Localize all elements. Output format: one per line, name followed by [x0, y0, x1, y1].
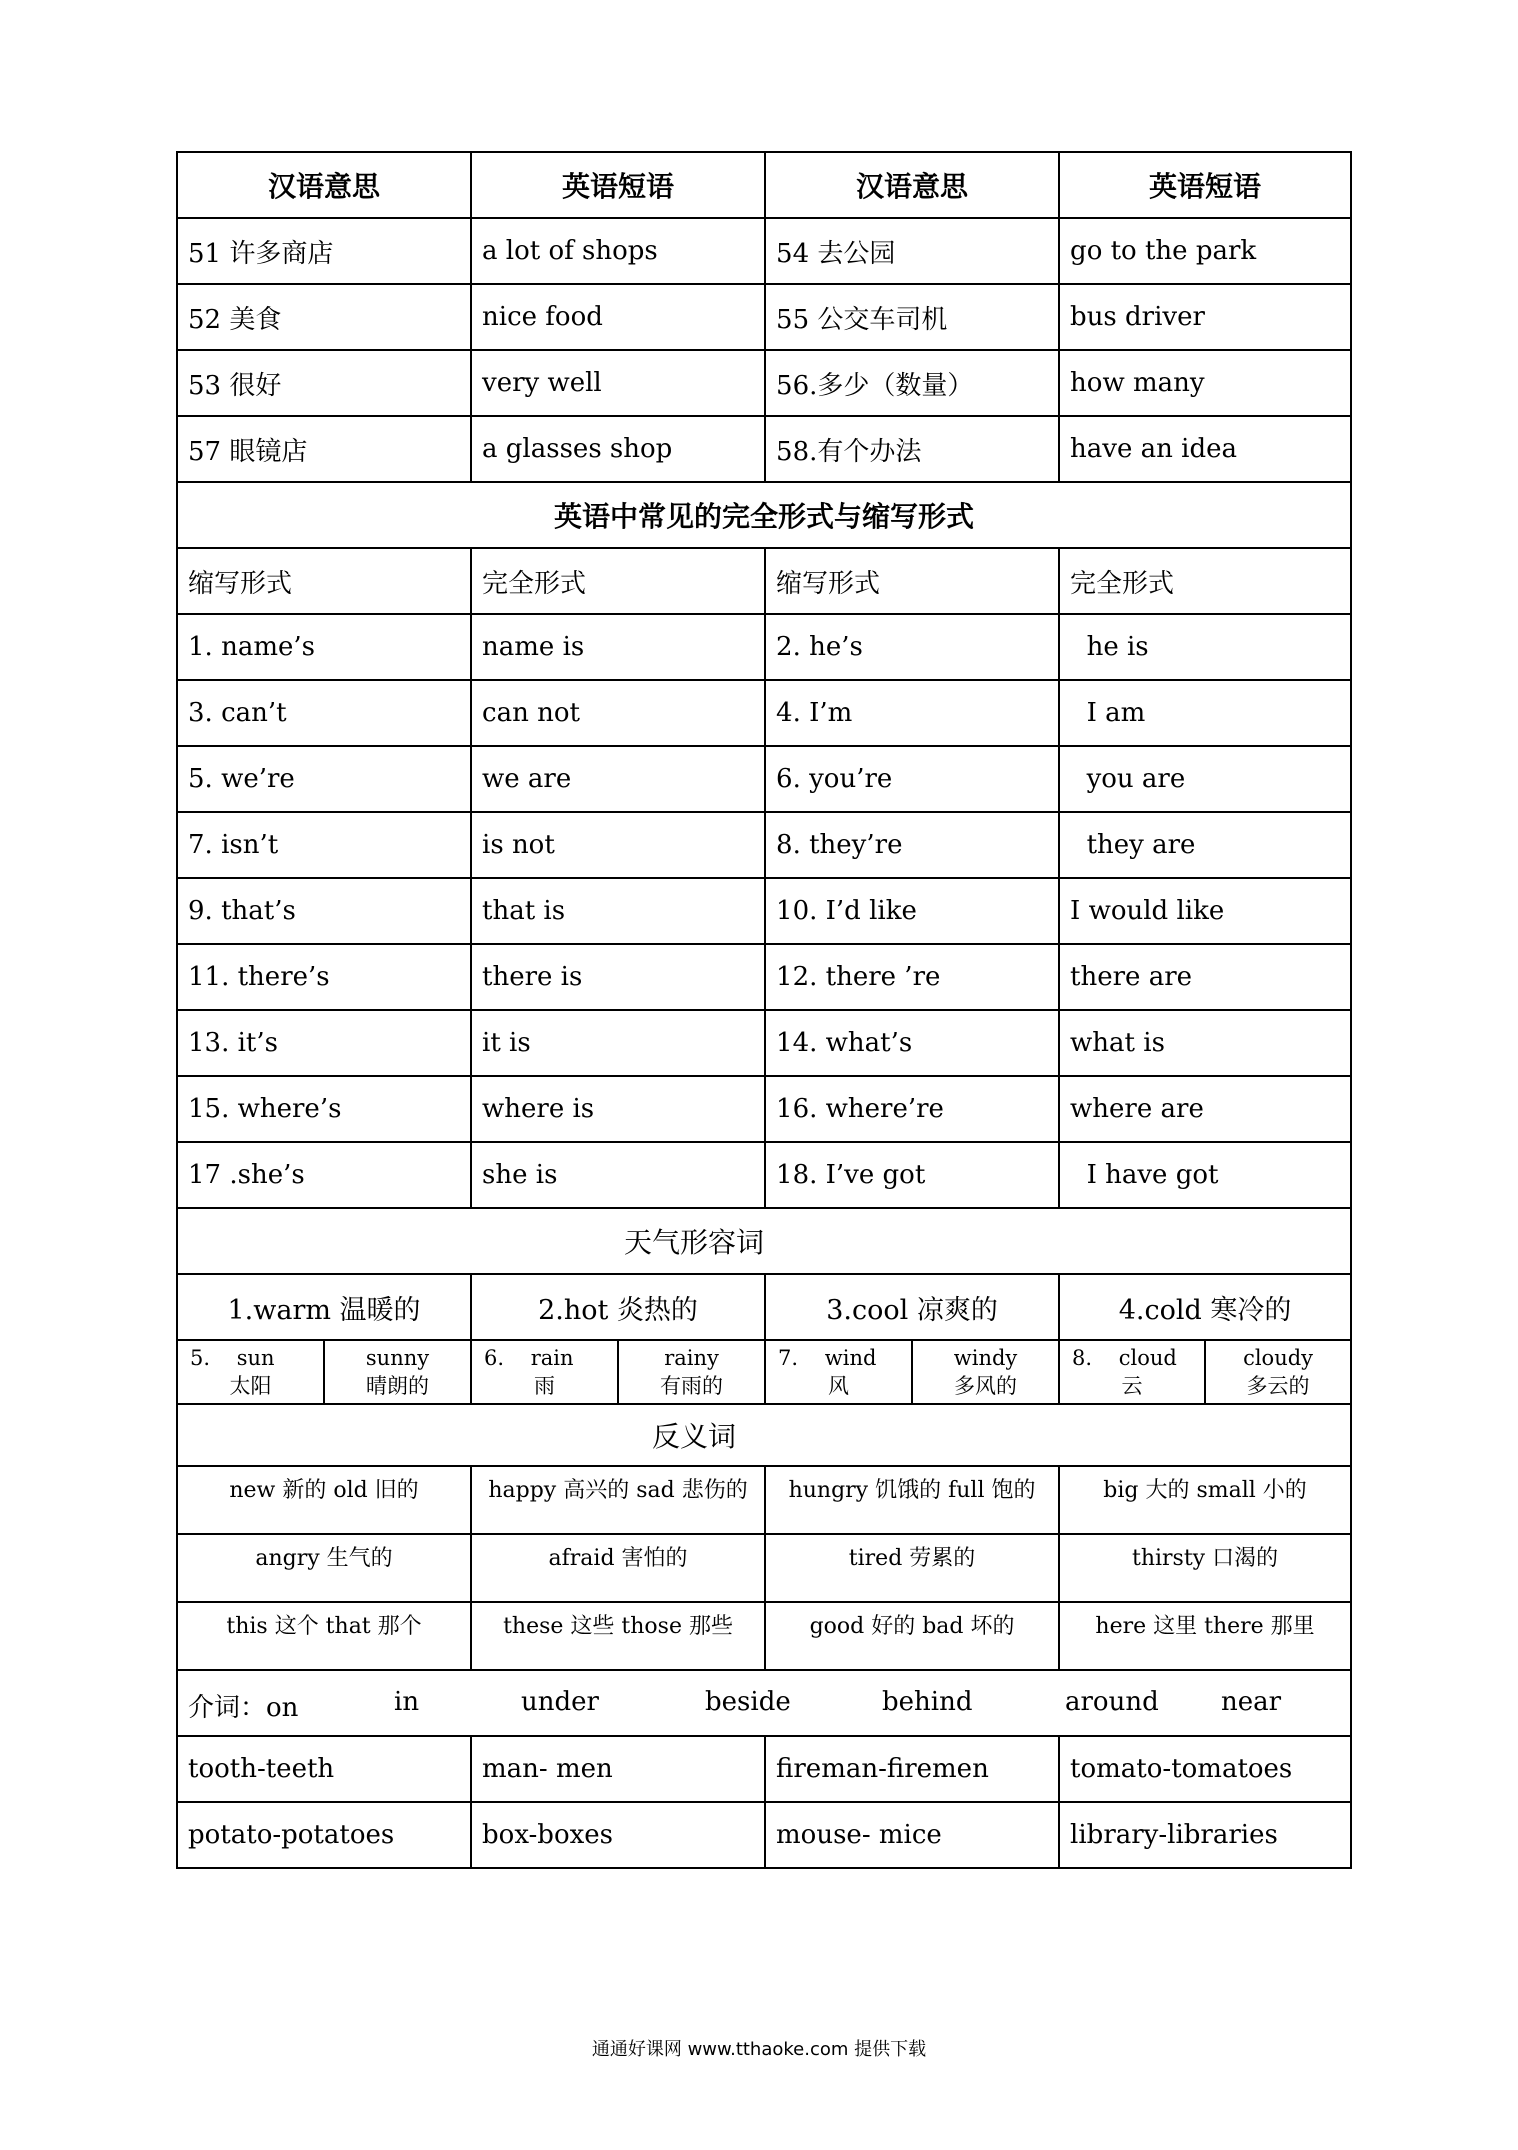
- table-cell: there are: [1059, 944, 1351, 1010]
- table-header-row: [177, 152, 1351, 218]
- header-cell: 缩写形式: [177, 548, 471, 614]
- weather-word: 6. rain: [484, 1346, 574, 1370]
- table-row: [177, 1010, 1351, 1076]
- table-cell: box-boxes: [471, 1802, 765, 1868]
- header-cell: 汉语意思: [765, 152, 1059, 218]
- table-cell: is not: [471, 812, 765, 878]
- table-cell: 2. he’s: [765, 614, 1059, 680]
- antonym-cell: here 这里 there 那里: [1059, 1602, 1351, 1670]
- preposition-word: behind: [882, 1687, 973, 1717]
- weather-sub-cell: [912, 1340, 1059, 1404]
- weather-meaning: 晴朗的: [366, 1374, 429, 1398]
- preposition-word: under: [521, 1687, 599, 1717]
- table-cell: it is: [471, 1010, 765, 1076]
- table-cell: 51 许多商店: [177, 218, 471, 284]
- table-cell: 4. I’m: [765, 680, 1059, 746]
- antonym-cell: thirsty 口渴的: [1059, 1534, 1351, 1602]
- table-cell: fireman-firemen: [765, 1736, 1059, 1802]
- weather-sub-cell: [765, 1340, 912, 1404]
- section-title-row: [177, 482, 1351, 548]
- section-title-row: [177, 1208, 1351, 1274]
- table-cell: very well: [471, 350, 765, 416]
- weather-cell: 2.hot 炎热的: [471, 1274, 765, 1340]
- table-row: [177, 680, 1351, 746]
- weather-word: windy: [953, 1346, 1018, 1370]
- preposition-word: beside: [705, 1687, 791, 1717]
- table-cell: 13. it’s: [177, 1010, 471, 1076]
- table-cell: that is: [471, 878, 765, 944]
- weather-meaning: 有雨的: [660, 1374, 724, 1398]
- weather-word: 7. wind: [778, 1346, 877, 1370]
- table-cell: potato-potatoes: [177, 1802, 471, 1868]
- header-cell: 完全形式: [1059, 548, 1351, 614]
- weather-section: [177, 1208, 1351, 1404]
- table-cell: nice food: [471, 284, 765, 350]
- table-cell: 7. isn’t: [177, 812, 471, 878]
- table-cell: I am: [1059, 680, 1351, 746]
- table-header-row: [177, 548, 1351, 614]
- table-cell: 17 .she’s: [177, 1142, 471, 1208]
- table-cell: 8. they’re: [765, 812, 1059, 878]
- table-cell: go to the park: [1059, 218, 1351, 284]
- antonym-cell: big 大的 small 小的: [1059, 1466, 1351, 1534]
- weather-word: cloudy: [1243, 1346, 1314, 1370]
- weather-sub-cell: [324, 1340, 471, 1404]
- table-row: [177, 1736, 1351, 1802]
- table-row: [177, 1340, 1351, 1404]
- header-cell: 英语短语: [1059, 152, 1351, 218]
- table-cell: they are: [1059, 812, 1351, 878]
- table-cell: 54 去公园: [765, 218, 1059, 284]
- table-row: [177, 1274, 1351, 1340]
- antonym-cell: new 新的 old 旧的: [177, 1466, 471, 1534]
- table-cell: there is: [471, 944, 765, 1010]
- table-cell: she is: [471, 1142, 765, 1208]
- table-cell: tomato-tomatoes: [1059, 1736, 1351, 1802]
- weather-cell: 1.warm 温暖的: [177, 1274, 471, 1340]
- table-cell: he is: [1059, 614, 1351, 680]
- vocabulary-table: [176, 151, 1352, 1869]
- table-cell: man- men: [471, 1736, 765, 1802]
- table-cell: 15. where’s: [177, 1076, 471, 1142]
- table-cell: 10. I’d like: [765, 878, 1059, 944]
- table-cell: tooth-teeth: [177, 1736, 471, 1802]
- weather-word: sunny: [365, 1346, 430, 1370]
- header-cell: 缩写形式: [765, 548, 1059, 614]
- table-row: [177, 1076, 1351, 1142]
- table-cell: I would like: [1059, 878, 1351, 944]
- table-cell: 18. I’ve got: [765, 1142, 1059, 1208]
- table-row: [177, 218, 1351, 284]
- table-row: [177, 878, 1351, 944]
- weather-word: 5. sun: [190, 1346, 275, 1370]
- table-cell: how many: [1059, 350, 1351, 416]
- weather-sub-cell: [177, 1340, 324, 1404]
- antonym-cell: tired 劳累的: [765, 1534, 1059, 1602]
- table-cell: 3. can’t: [177, 680, 471, 746]
- table-cell: 14. what’s: [765, 1010, 1059, 1076]
- weather-sub-cell: [471, 1340, 618, 1404]
- section-title-row: [177, 1404, 1351, 1466]
- antonym-cell: this 这个 that 那个: [177, 1602, 471, 1670]
- table-cell: library-libraries: [1059, 1802, 1351, 1868]
- table-cell: 1. name’s: [177, 614, 471, 680]
- weather-meaning: 雨: [534, 1374, 556, 1398]
- table-row: [177, 614, 1351, 680]
- table-cell: where is: [471, 1076, 765, 1142]
- prepositions-section: [177, 1670, 1351, 1736]
- table-cell: where are: [1059, 1076, 1351, 1142]
- weather-meaning: 风: [828, 1374, 850, 1398]
- weather-word: 8. cloud: [1072, 1346, 1177, 1370]
- table-cell: 11. there’s: [177, 944, 471, 1010]
- weather-word: rainy: [664, 1346, 719, 1370]
- table-cell: a lot of shops: [471, 218, 765, 284]
- weather-meaning: 多风的: [954, 1374, 1018, 1398]
- header-cell: 汉语意思: [177, 152, 471, 218]
- antonyms-section: [177, 1404, 1351, 1670]
- table-row: [177, 1466, 1351, 1534]
- table-cell: 57 眼镜店: [177, 416, 471, 482]
- table-cell: a glasses shop: [471, 416, 765, 482]
- table-cell: what is: [1059, 1010, 1351, 1076]
- header-cell: 完全形式: [471, 548, 765, 614]
- weather-cell: 4.cold 寒冷的: [1059, 1274, 1351, 1340]
- section-title: 反义词: [177, 1404, 1351, 1466]
- antonym-cell: good 好的 bad 坏的: [765, 1602, 1059, 1670]
- table-cell: 6. you’re: [765, 746, 1059, 812]
- table-cell: bus driver: [1059, 284, 1351, 350]
- table-row: [177, 416, 1351, 482]
- weather-sub-cell: [1205, 1340, 1351, 1404]
- table-row: [177, 1534, 1351, 1602]
- plurals-section: [177, 1736, 1351, 1868]
- weather-cell: 3.cool 凉爽的: [765, 1274, 1059, 1340]
- preposition-word: around: [1065, 1687, 1159, 1717]
- weather-sub-cell: [1059, 1340, 1205, 1404]
- table-cell: I have got: [1059, 1142, 1351, 1208]
- table-cell: 5. we’re: [177, 746, 471, 812]
- header-cell: 英语短语: [471, 152, 765, 218]
- table-cell: 55 公交车司机: [765, 284, 1059, 350]
- section-title: 英语中常见的完全形式与缩写形式: [177, 482, 1351, 548]
- weather-meaning: 云: [1121, 1374, 1143, 1398]
- preposition-word: in: [394, 1687, 420, 1717]
- table-cell: name is: [471, 614, 765, 680]
- table-cell: 16. where’re: [765, 1076, 1059, 1142]
- page-footer: 通通好课网 www.tthaoke.com 提供下载: [591, 2039, 927, 2060]
- prepositions-cell: [177, 1670, 1351, 1736]
- weather-meaning: 太阳: [229, 1374, 272, 1398]
- phrases-section: [177, 152, 1351, 482]
- table-row: [177, 1602, 1351, 1670]
- table-row: [177, 284, 1351, 350]
- table-row: [177, 1670, 1351, 1736]
- table-cell: mouse- mice: [765, 1802, 1059, 1868]
- preposition-word: near: [1221, 1687, 1282, 1717]
- weather-sub-cell: [618, 1340, 765, 1404]
- table-cell: 58.有个办法: [765, 416, 1059, 482]
- table-row: [177, 944, 1351, 1010]
- contractions-section: [177, 482, 1351, 1208]
- antonym-cell: angry 生气的: [177, 1534, 471, 1602]
- table-cell: 9. that’s: [177, 878, 471, 944]
- table-row: [177, 1802, 1351, 1868]
- weather-meaning: 多云的: [1246, 1374, 1310, 1398]
- table-row: [177, 1142, 1351, 1208]
- table-cell: have an idea: [1059, 416, 1351, 482]
- table-cell: 53 很好: [177, 350, 471, 416]
- table-row: [177, 812, 1351, 878]
- antonym-cell: afraid 害怕的: [471, 1534, 765, 1602]
- table-cell: you are: [1059, 746, 1351, 812]
- antonym-cell: hungry 饥饿的 full 饱的: [765, 1466, 1059, 1534]
- antonym-cell: happy 高兴的 sad 悲伤的: [471, 1466, 765, 1534]
- table-cell: 52 美食: [177, 284, 471, 350]
- table-cell: we are: [471, 746, 765, 812]
- table-cell: can not: [471, 680, 765, 746]
- section-title: 天气形容词: [177, 1208, 1351, 1274]
- table-row: [177, 350, 1351, 416]
- table-cell: 56.多少（数量）: [765, 350, 1059, 416]
- prepositions-label: 介词：on: [188, 1693, 299, 1723]
- table-cell: 12. there ’re: [765, 944, 1059, 1010]
- table-row: [177, 746, 1351, 812]
- antonym-cell: these 这些 those 那些: [471, 1602, 765, 1670]
